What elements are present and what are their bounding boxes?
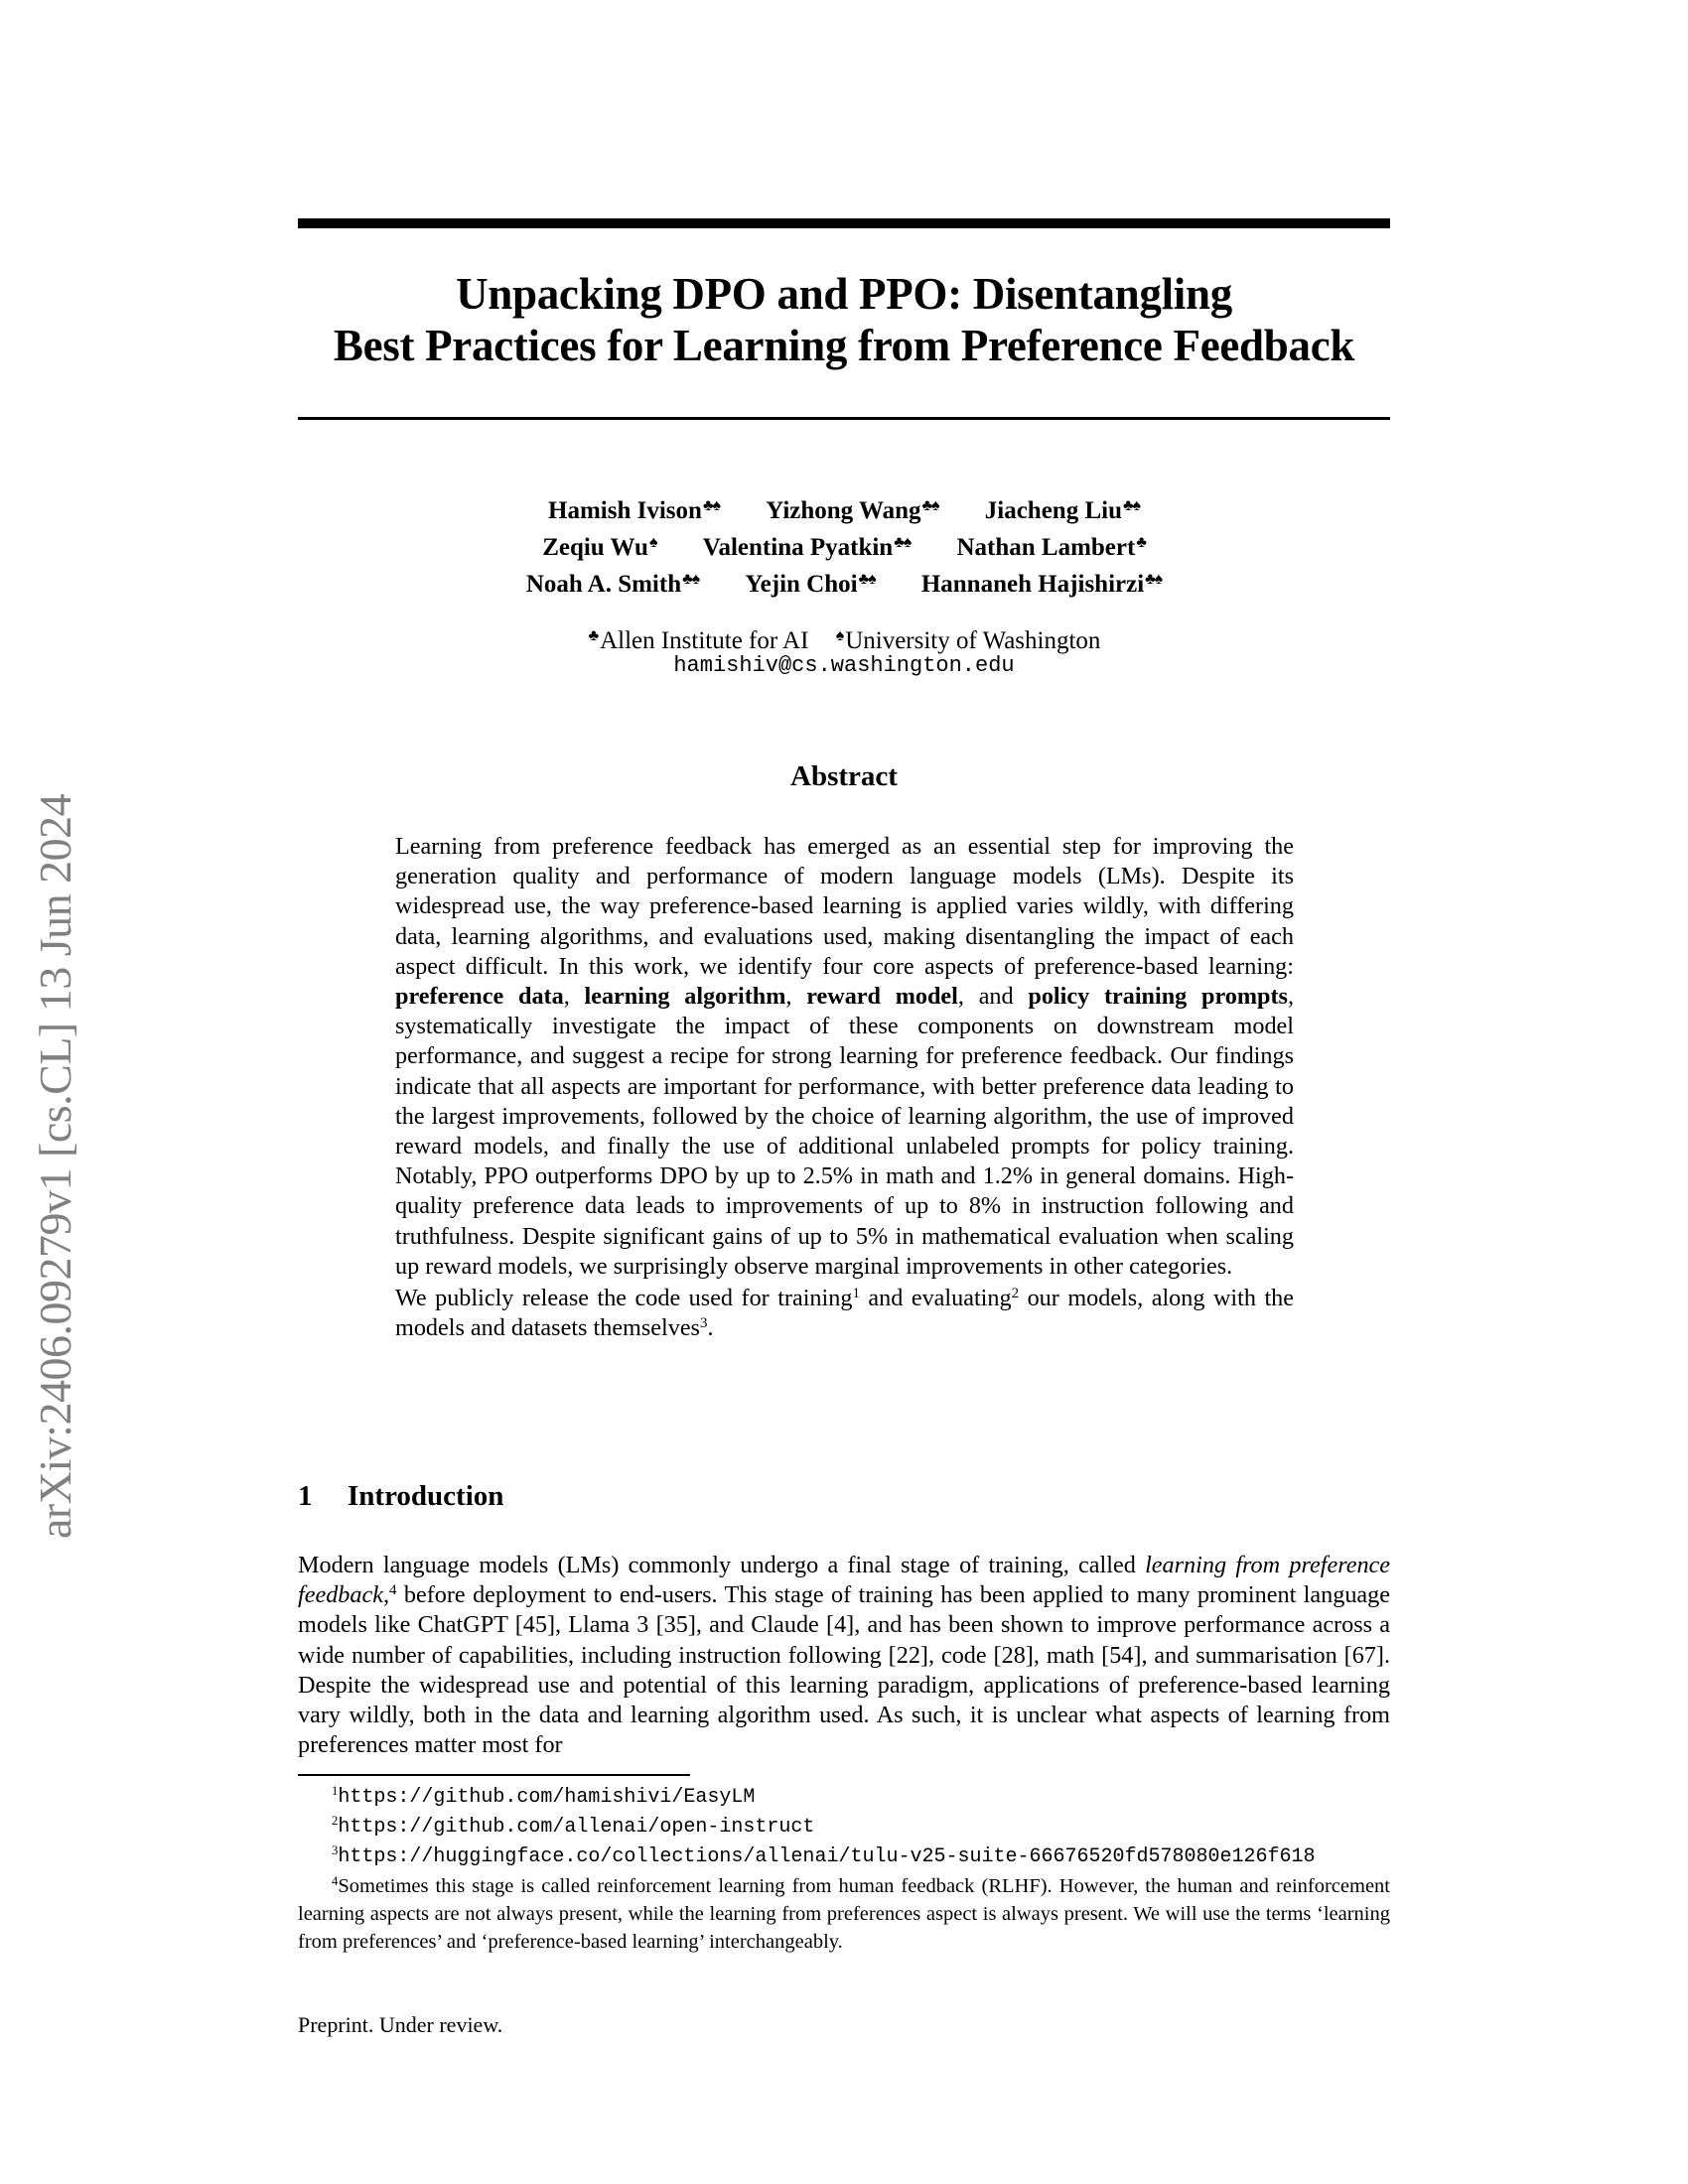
author-name: Zeqiu Wu <box>542 534 648 561</box>
affiliation-marks: ♣♠ <box>1122 497 1140 514</box>
affiliation-marks: ♣♠ <box>858 571 876 588</box>
title-top-rule <box>298 218 1390 228</box>
footnotes <box>298 1782 1390 1956</box>
footnote-3 <box>298 1842 1390 1871</box>
footnote-2 <box>298 1812 1390 1842</box>
footnote-text: Sometimes this stage is called reinforcement learning from human feedback (RLHF). However, the human and reinforcement learning aspects are not always present, while the learning from preferences aspect is always present. We will use the terms ‘learning from preferences’ and ‘preference-based learning’ interchangeably. <box>298 1874 1390 1954</box>
author <box>542 527 656 564</box>
footnote-1 <box>298 1782 1390 1812</box>
footnote-number: 1 <box>332 1784 339 1799</box>
emphasis-text: learning from preference feedback <box>298 1552 1391 1609</box>
club-icon: ♣ <box>588 627 599 644</box>
contact-email[interactable]: hamishiv@cs.washington.edu <box>673 653 1015 678</box>
body-text: Modern language models (LMs) commonly undergo a final stage of training, called <box>298 1552 1146 1578</box>
title-line-2: Best Practices for Learning from Preference Feedback <box>333 321 1355 370</box>
abstract-text: our models, along with the models and datasets themselves <box>395 1285 1294 1342</box>
affiliations <box>298 621 1390 656</box>
affiliation-marks: ♠ <box>648 534 657 551</box>
abstract-text: and evaluating <box>859 1285 1012 1312</box>
affiliation-ai2 <box>588 627 809 654</box>
affiliation-marks: ♣♠ <box>1145 571 1163 588</box>
abstract-text: , systematically investigate the impact of these components on downstream model performance, and suggest a recipe for strong learning for preference feedback. Our findings indicate that all aspects are important for performance, with better preference data leading to the largest improvements, followed by the choice of learning algorithm, the use of improved reward models, and finally the use of additional unlabeled prompts for policy training. Notably, PPO outperforms DPO by up to 2.5% in math and 1.2% in general domains. High-quality preference data leads to improvements of up to 8% in instruction following and truthfulness. Despite significant gains of up to 5% in mathematical evaluation when scaling up reward models, we surprisingly observe marginal improvements in other categories. <box>395 983 1294 1280</box>
affiliation-uw <box>835 627 1101 654</box>
author <box>548 490 720 527</box>
spade-icon: ♠ <box>835 627 844 644</box>
abstract-bold-term: preference data <box>395 983 564 1011</box>
author-name: Hannaneh Hajishirzi <box>920 571 1145 598</box>
footnote-ref-2[interactable]: 2 <box>1011 1285 1020 1301</box>
footnote-number: 2 <box>332 1814 339 1829</box>
author <box>703 527 911 564</box>
author <box>745 564 875 601</box>
body-text: before deployment to end-users. This stage of training has been applied to many prominent language models like ChatGPT [45], Llama 3 [35], and Claude [4], and has been shown to improve performance across a wide number of capabilities, including instruction following [22], code [28], math [54], and summarisation [67]. Despite the widespread use and potential of this learning paradigm, applications of preference-based learning vary wildly, both in the data and learning algorithm used. As such, it is unclear what aspects of learning from preferences matter most for <box>298 1581 1390 1759</box>
author-name: Valentina Pyatkin <box>702 534 894 561</box>
author-list <box>298 490 1390 601</box>
footnote-4 <box>298 1872 1390 1957</box>
title-bottom-rule <box>298 417 1390 420</box>
abstract-bold-term: policy training prompts <box>1028 983 1288 1011</box>
author <box>956 527 1145 564</box>
footnote-number: 3 <box>332 1843 339 1858</box>
section-heading-introduction <box>298 1479 503 1513</box>
section-title: Introduction <box>348 1480 504 1512</box>
section-number: 1 <box>298 1480 313 1512</box>
author-line-2 <box>298 527 1390 564</box>
abstract-paragraph-2 <box>395 1284 1294 1343</box>
author-name: Nathan Lambert <box>956 534 1136 561</box>
affiliation-marks: ♣ <box>1136 534 1146 551</box>
affiliation-marks: ♣♠ <box>894 534 912 551</box>
affiliation-name: University of Washington <box>845 627 1101 654</box>
introduction-paragraph <box>298 1551 1390 1760</box>
abstract-text: . <box>707 1314 714 1342</box>
title-line-1: Unpacking DPO and PPO: Disentangling <box>456 269 1232 319</box>
footnote-link[interactable]: https://github.com/allenai/open-instruct <box>338 1816 815 1840</box>
paper-title <box>298 268 1390 371</box>
introduction-body <box>298 1551 1390 1760</box>
author-name: Noah A. Smith <box>525 571 682 598</box>
footnote-ref-3[interactable]: 3 <box>699 1315 708 1331</box>
body-text: , <box>382 1581 389 1609</box>
affiliation-marks: ♣♠ <box>921 497 939 514</box>
arxiv-side-stamp: arXiv:2406.09279v1 [cs.CL] 13 Jun 2024 <box>30 793 80 1539</box>
preprint-notice: Preprint. Under review. <box>298 2012 503 2037</box>
abstract-text: , and <box>957 983 1029 1011</box>
footnote-number: 4 <box>332 1873 339 1888</box>
footnote-link[interactable]: https://github.com/hamishivi/EasyLM <box>338 1786 756 1809</box>
footnote-ref-4[interactable]: 4 <box>389 1581 397 1598</box>
abstract-body <box>395 832 1294 1343</box>
affiliation-marks: ♣♠ <box>702 497 720 514</box>
author-name: Yizhong Wang <box>766 497 921 524</box>
author <box>526 564 699 601</box>
abstract-bold-term: reward model <box>806 983 958 1011</box>
abstract-text: , <box>563 983 585 1011</box>
author <box>985 490 1140 527</box>
abstract-text: We publicly release the code used for training <box>395 1285 853 1312</box>
author-name: Jiacheng Liu <box>984 497 1122 524</box>
abstract-text: Learning from preference feedback has emerged as an essential step for improving the generation quality and performance of modern language models (LMs). Despite its widespread use, the way preference-based learning is applied varies wildly, with differing data, learning algorithms, and evaluations used, making disentangling the impact of each aspect difficult. In this work, we identify four core aspects of preference-based learning: <box>395 833 1294 980</box>
footnote-separator <box>298 1774 690 1776</box>
affiliation-marks: ♣♠ <box>682 571 700 588</box>
abstract-paragraph-1 <box>395 832 1294 1282</box>
footnote-ref-1[interactable]: 1 <box>852 1285 860 1301</box>
abstract-heading: Abstract <box>790 760 898 792</box>
abstract-bold-term: learning algorithm <box>584 983 786 1011</box>
author-line-3 <box>298 564 1390 601</box>
author-name: Hamish Ivison <box>548 497 702 524</box>
author <box>766 490 938 527</box>
author-line-1 <box>298 490 1390 527</box>
affiliation-name: Allen Institute for AI <box>600 627 809 654</box>
footnote-link[interactable]: https://huggingface.co/collections/allenai/tulu-v25-suite-66676520fd578080e126f618 <box>338 1845 1316 1869</box>
author-name: Yejin Choi <box>745 571 858 598</box>
author <box>921 564 1162 601</box>
abstract-text: , <box>785 983 807 1011</box>
